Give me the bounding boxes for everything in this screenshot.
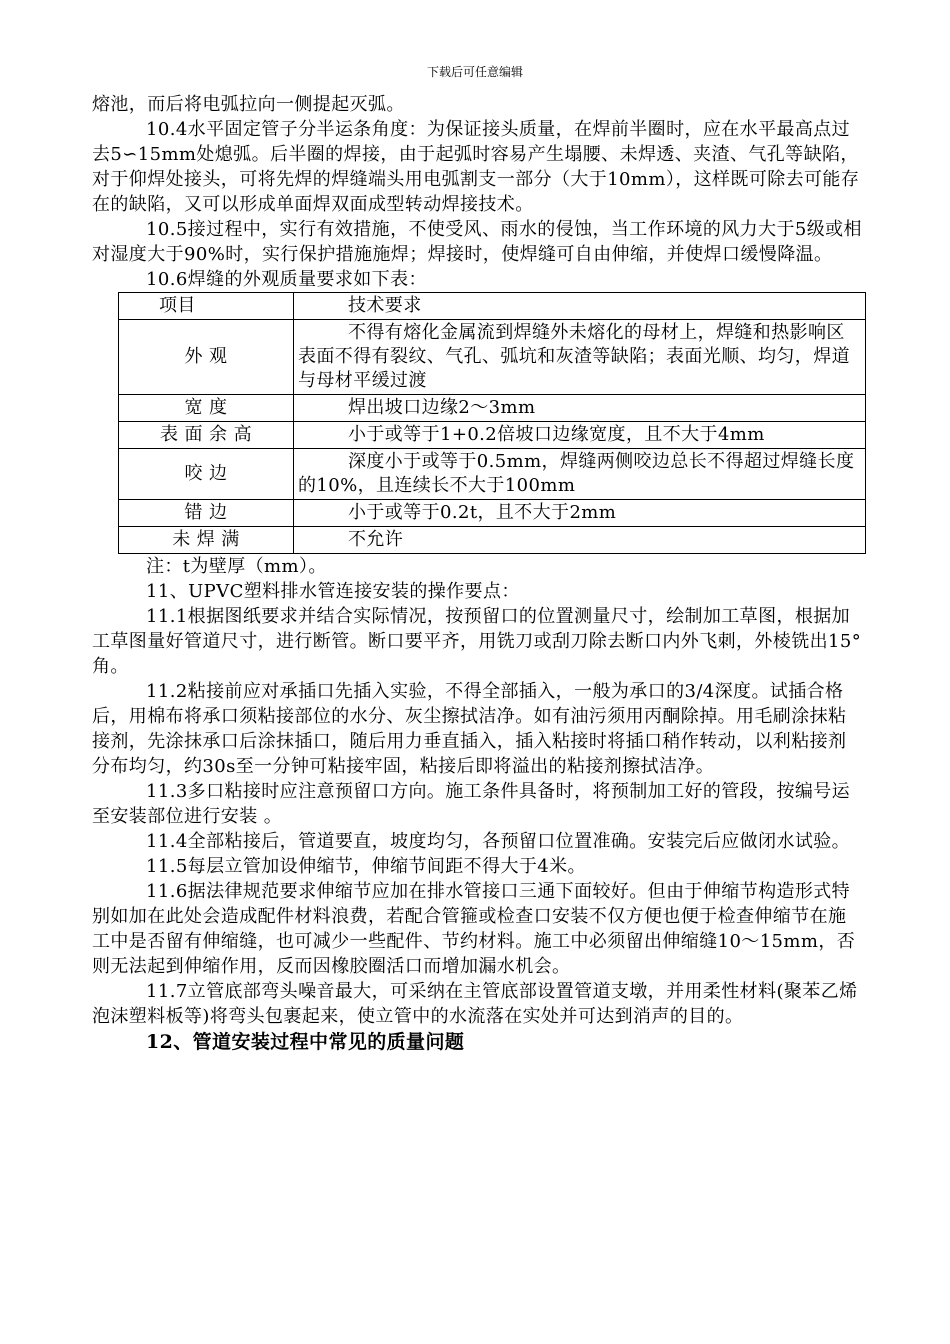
paragraph: 11.7立管底部弯头噪音最大，可采纳在主管底部设置管道支墩，并用柔性材料(聚苯乙烯泡沫塑料板等)将弯头包裹起来，使立管中的水流落在实处并可达到消声的目的。 xyxy=(92,981,858,1027)
table-cell-requirement: 深度小于或等于0.5mm，焊缝两侧咬边总长不得超过焊缝长度的10%，且连续长不大于100mm xyxy=(294,449,866,500)
table-cell-item: 表 面 余 高 xyxy=(119,422,294,449)
section-heading: 12、管道安装过程中常见的质量问题 xyxy=(146,1031,465,1053)
table-cell-item: 咬 边 xyxy=(119,449,294,500)
table-header-cell: 技术要求 xyxy=(294,293,866,320)
table-cell-requirement: 小于或等于0.2t，且不大于2mm xyxy=(294,500,866,527)
paragraph: 11.3多口粘接时应注意预留口方向。施工条件具备时，将预制加工好的管段，按编号运至安装部位进行安装 。 xyxy=(92,781,851,827)
table-row xyxy=(119,500,866,527)
table-cell-requirement: 小于或等于1+0.2倍坡口边缘宽度，且不大于4mm xyxy=(294,422,866,449)
table-cell-item: 外 观 xyxy=(119,320,294,395)
table-cell-item: 宽 度 xyxy=(119,395,294,422)
table-note: 注：t为壁厚（mm）。 xyxy=(146,556,327,577)
table-row xyxy=(119,320,866,395)
table-cell-item: 未 焊 满 xyxy=(119,527,294,554)
table-header-row xyxy=(119,293,866,320)
paragraph: 11、UPVC塑料排水管连接安装的操作要点： xyxy=(146,581,520,602)
weld-quality-table xyxy=(118,292,866,554)
table-cell-item: 错 边 xyxy=(119,500,294,527)
page-header-note: 下载后可任意编辑 xyxy=(426,65,523,79)
paragraph: 11.5每层立管加设伸缩节，伸缩节间距不得大于4米。 xyxy=(146,856,586,877)
table-row xyxy=(119,449,866,500)
table-cell-requirement: 不允许 xyxy=(294,527,866,554)
paragraph: 11.1根据图纸要求并结合实际情况，按预留口的位置测量尺寸，绘制加工草图，根据加工草图量好管道尺寸，进行断管。断口要平齐，用铣刀或刮刀除去断口内外飞刺，外棱铣出15°角。 xyxy=(92,606,862,677)
table-row xyxy=(119,527,866,554)
document-body xyxy=(92,92,862,1056)
table-row xyxy=(119,395,866,422)
paragraph: 熔池，而后将电弧拉向一侧提起灭弧。 xyxy=(92,94,405,115)
paragraph: 11.4全部粘接后，管道要直，坡度均匀，各预留口位置准确。安装完后应做闭水试验。 xyxy=(146,831,851,852)
paragraph: 11.2粘接前应对承插口先插入实验，不得全部插入，一般为承口的3/4深度。试插合格后，用棉布将承口须粘接部位的水分、灰尘擦拭洁净。如有油污须用丙酮除掉。用毛刷涂抹粘接剂，先涂抹承口后涂抹插口，随后用力垂直插入，插入粘接时将插口稍作转动，以利粘接剂分布均匀，约30s至一分钟可粘接牢固，粘接后即将溢出的粘接剂擦拭洁净。 xyxy=(92,681,847,777)
table-header-cell: 项目 xyxy=(119,293,294,320)
table-row xyxy=(119,422,866,449)
table-cell-requirement: 焊出坡口边缘2～3mm xyxy=(294,395,866,422)
table-cell-requirement: 不得有熔化金属流到焊缝外未熔化的母材上，焊缝和热影响区表面不得有裂纹、气孔、弧坑和灰渣等缺陷；表面光顺、均匀，焊道与母材平缓过渡 xyxy=(294,320,866,395)
paragraph: 10.5接过程中，实行有效措施，不使受风、雨水的侵蚀，当工作环境的风力大于5级或相对湿度大于90%时，实行保护措施施焊；焊接时，使焊缝可自由伸缩，并使焊口缓慢降温。 xyxy=(92,219,862,265)
paragraph: 10.6焊缝的外观质量要求如下表： xyxy=(146,269,427,290)
paragraph: 10.4水平固定管子分半运条角度：为保证接头质量，在焊前半圈时，应在水平最高点过去5∽15mm处熄弧。后半圈的焊接，由于起弧时容易产生塌腰、未焊透、夹渣、气孔等缺陷，对于仰焊处接头，可将先焊的焊缝端头用电弧割支一部分（大于10mm），这样既可除去可能存在的缺陷，又可以形成单面焊双面成型转动焊接技术。 xyxy=(92,119,860,215)
paragraph: 11.6据法律规范要求伸缩节应加在排水管接口三通下面较好。但由于伸缩节构造形式特别如加在此处会造成配件材料浪费，若配合管箍或检查口安装不仅方便也便于检查伸缩节在施工中是否留有伸缩缝，也可减少一些配件、节约材料。施工中必须留出伸缩缝10～15mm，否则无法起到伸缩作用，反而因橡胶圈活口而增加漏水机会。 xyxy=(92,881,856,977)
